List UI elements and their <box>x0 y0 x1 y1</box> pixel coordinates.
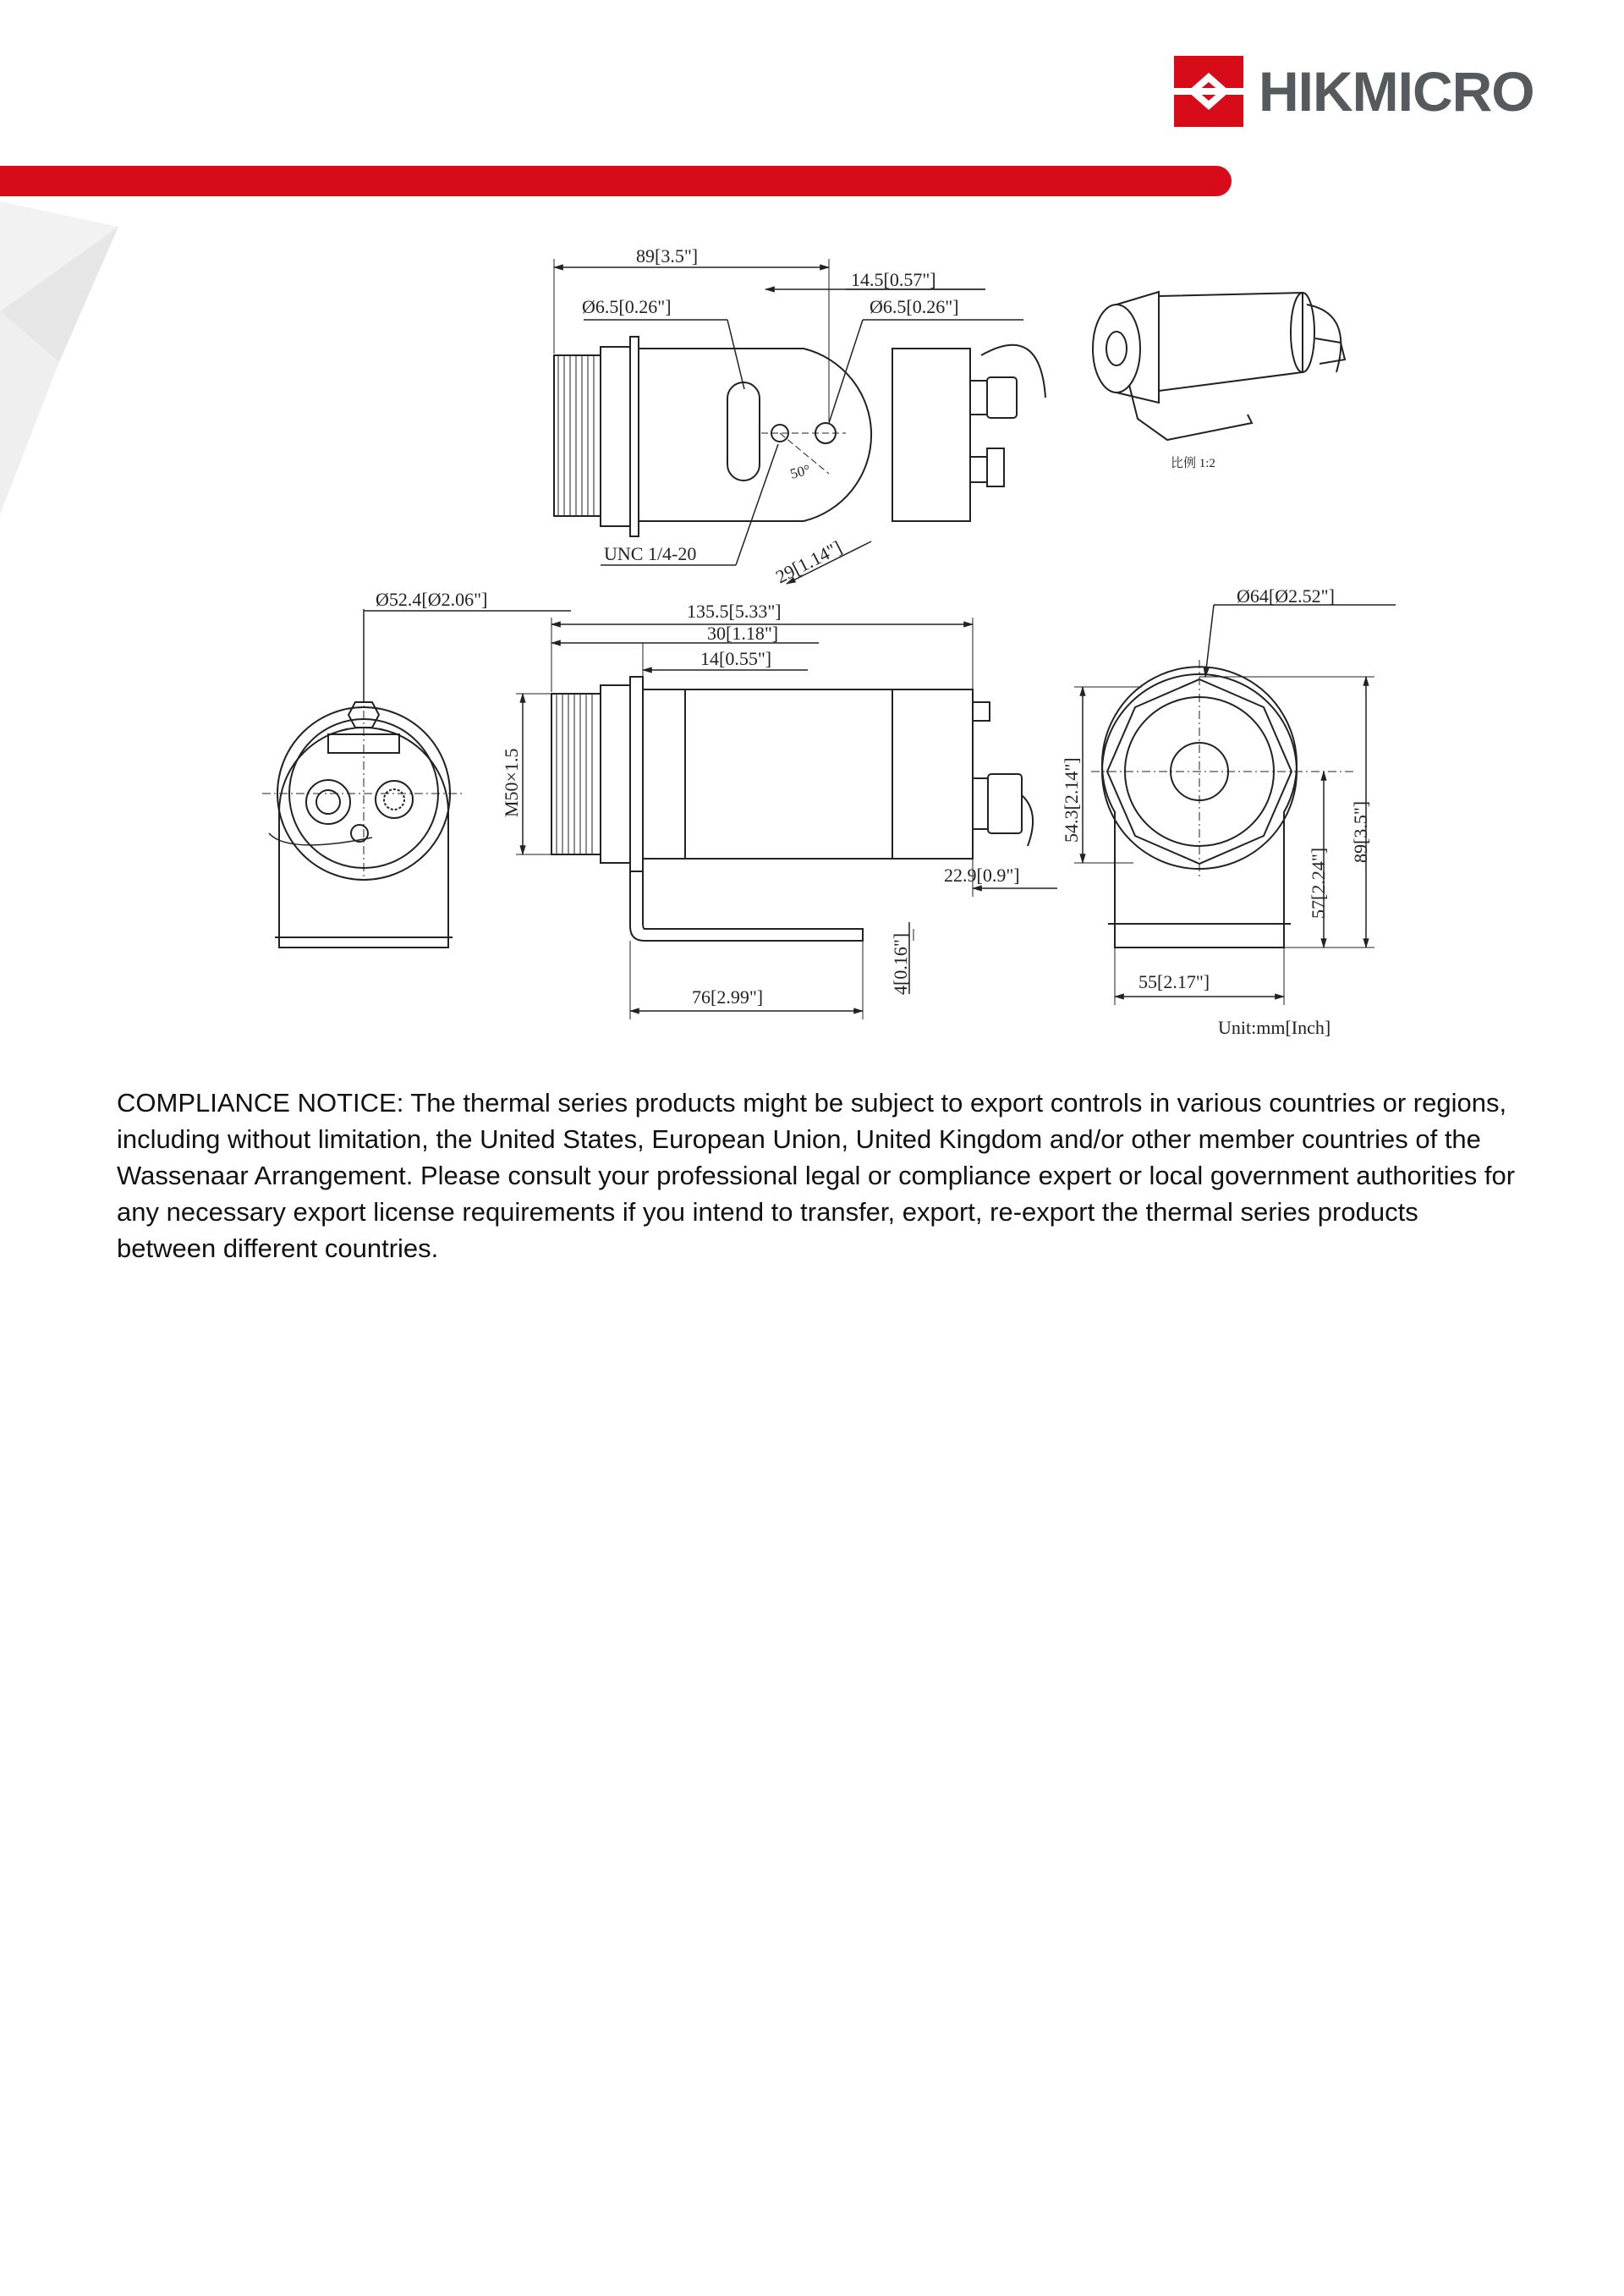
unit-label: Unit:mm[Inch] <box>1218 1017 1331 1038</box>
dim-front-axis-height: 57[2.24"] <box>1308 847 1329 919</box>
rear-view <box>262 609 571 948</box>
side-view <box>516 618 1057 1019</box>
dim-side-thread: M50×1.5 <box>501 748 522 817</box>
brand-name: HIKMICRO <box>1259 60 1534 123</box>
iso-view <box>1093 292 1345 440</box>
dim-rear-diameter: Ø52.4[Ø2.06"] <box>376 589 488 610</box>
compliance-notice: COMPLIANCE NOTICE: The thermal series products might be subject to export controls in various countries or regions, including without limitation, the United States, European Union, United Kingdom and/or other member countries of the Wassenaar Arrangement. Please consult your professional legal or compliance expert or local government authorities for any necessary export license requirements if you intend to transfer, export, re-export the thermal series products between different countries. <box>117 1088 1516 1263</box>
iso-scale-label: 比例 1:2 <box>1171 457 1215 470</box>
dim-front-diameter: Ø64[Ø2.52"] <box>1237 585 1335 607</box>
dim-top-length: 89[3.5"] <box>636 245 699 266</box>
dim-top-angle: 50° <box>788 461 813 482</box>
dim-side-total-length: 135.5[5.33"] <box>687 601 782 622</box>
front-view <box>1074 605 1396 1005</box>
dim-top-radius: 29[1.14"] <box>771 536 846 588</box>
dim-side-connector: 22.9[0.9"] <box>944 865 1020 886</box>
dim-top-thread: UNC 1/4-20 <box>604 543 697 564</box>
dim-side-flange: 30[1.18"] <box>707 623 779 644</box>
dimension-drawing <box>0 0 1624 1049</box>
dim-top-hole-left: Ø6.5[0.26"] <box>582 296 672 317</box>
dim-front-height-to-axis: 54.3[2.14"] <box>1061 757 1082 843</box>
dim-side-base: 76[2.99"] <box>692 986 764 1008</box>
dim-side-thickness: 4[0.16"] <box>890 932 911 995</box>
dim-front-width: 55[2.17"] <box>1138 971 1210 992</box>
dim-front-total-height: 89[3.5"] <box>1350 800 1371 863</box>
dim-side-bracket-offset: 14[0.55"] <box>700 648 772 669</box>
dim-top-hole-offset: 14.5[0.57"] <box>851 269 936 290</box>
dim-top-hole-right: Ø6.5[0.26"] <box>870 296 959 317</box>
